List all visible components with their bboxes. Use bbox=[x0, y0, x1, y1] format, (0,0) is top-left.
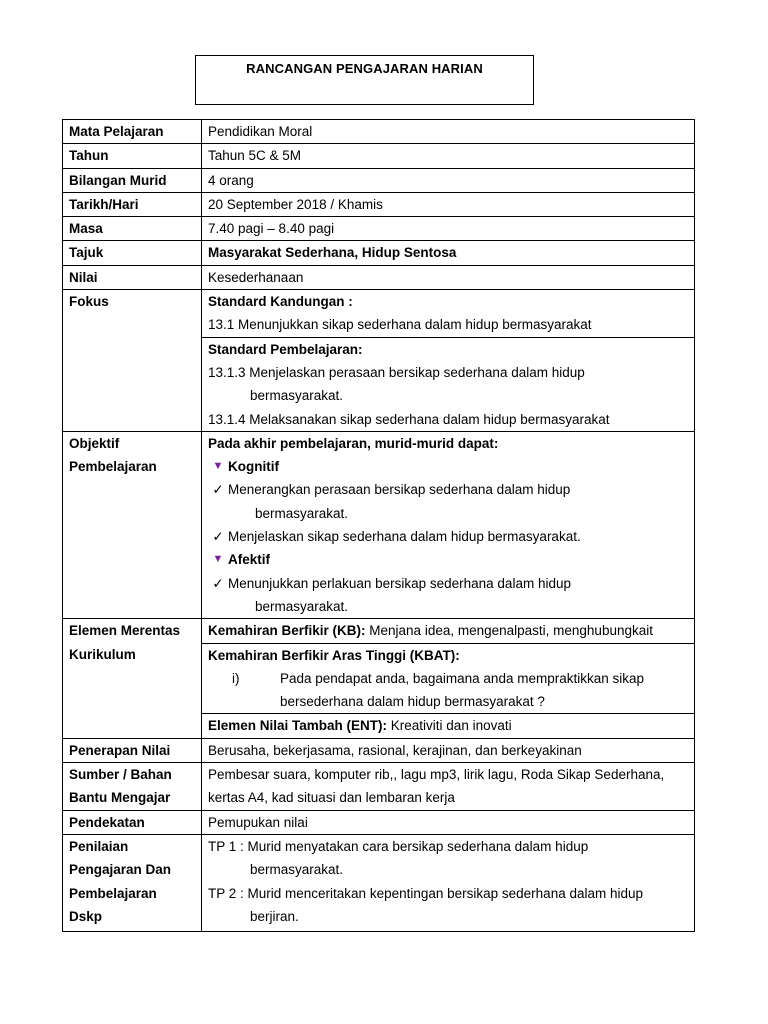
row-label: Fokus bbox=[63, 290, 202, 432]
list-item bbox=[208, 525, 694, 548]
kb-text: Menjana idea, mengenalpasti, menghubungkait bbox=[365, 623, 653, 639]
table-row bbox=[63, 217, 695, 241]
table-row bbox=[63, 144, 695, 168]
tp-line-cont: berjiran. bbox=[250, 908, 299, 924]
value-line: Pembesar suara, komputer rib,, lagu mp3, lirik lagu, Roda Sikap Sederhana, bbox=[208, 767, 665, 783]
row-label: Tahun bbox=[63, 144, 202, 168]
list-text: Menjelaskan sikap sederhana dalam hidup bermasyarakat. bbox=[228, 529, 581, 545]
label-line: Pembelajaran bbox=[69, 459, 157, 475]
heading-text: Kognitif bbox=[228, 459, 279, 475]
table-row bbox=[63, 810, 695, 834]
list-item bbox=[208, 478, 694, 501]
row-label: Tajuk bbox=[63, 241, 202, 265]
label-line: Dskp bbox=[69, 908, 103, 924]
label-line: Pengajaran Dan bbox=[69, 862, 172, 878]
objektif-intro: Pada akhir pembelajaran, murid-murid dapat: bbox=[208, 435, 499, 451]
penilaian-content bbox=[202, 834, 695, 931]
row-value: Kesederhanaan bbox=[202, 265, 695, 289]
sp-line-cont: bermasyarakat. bbox=[250, 388, 344, 404]
row-value: Pemupukan nilai bbox=[202, 810, 695, 834]
table-row bbox=[63, 763, 695, 811]
table-row bbox=[63, 192, 695, 216]
row-label bbox=[63, 834, 202, 931]
label-line: Elemen Merentas bbox=[69, 623, 181, 639]
row-label: Pendekatan bbox=[63, 810, 202, 834]
table-row bbox=[63, 265, 695, 289]
list-item bbox=[208, 572, 694, 595]
row-value: Tahun 5C & 5M bbox=[202, 144, 695, 168]
row-label: Nilai bbox=[63, 265, 202, 289]
objektif-content bbox=[202, 431, 695, 618]
label-line: Bantu Mengajar bbox=[69, 790, 171, 806]
ent-label: Elemen Nilai Tambah (ENT): bbox=[208, 718, 388, 734]
tp-line-cont: bermasyarakat. bbox=[250, 862, 344, 878]
ent-cell bbox=[202, 714, 695, 738]
document-title: RANCANGAN PENGAJARAN HARIAN bbox=[246, 61, 483, 76]
sp-line: 13.1.4 Melaksanakan sikap sederhana dalam hidup bermasyarakat bbox=[208, 411, 610, 427]
row-label bbox=[63, 431, 202, 618]
table-row bbox=[63, 241, 695, 265]
kognitif-heading bbox=[208, 455, 694, 478]
heading-text: Afektif bbox=[228, 552, 271, 568]
arrow-bullet-icon: ▼ bbox=[212, 460, 224, 473]
row-value: 20 September 2018 / Khamis bbox=[202, 192, 695, 216]
lesson-plan-table bbox=[62, 119, 695, 932]
sk-heading: Standard Kandungan : bbox=[208, 294, 353, 310]
tp-line: TP 1 : Murid menyatakan cara bersikap sederhana dalam hidup bbox=[208, 838, 589, 854]
table-row bbox=[63, 290, 695, 338]
table-row bbox=[63, 619, 695, 643]
row-value: Masyarakat Sederhana, Hidup Sentosa bbox=[202, 241, 695, 265]
arrow-bullet-icon: ▼ bbox=[212, 553, 224, 566]
kb-label: Kemahiran Berfikir (KB): bbox=[208, 623, 366, 639]
row-label bbox=[63, 763, 202, 811]
row-label: Penerapan Nilai bbox=[63, 738, 202, 762]
tp-line: TP 2 : Murid menceritakan kepentingan bersikap sederhana dalam hidup bbox=[208, 885, 644, 901]
table-row bbox=[63, 431, 695, 618]
table-row bbox=[63, 120, 695, 144]
label-line: Sumber / Bahan bbox=[69, 767, 172, 783]
label-line: Objektif bbox=[69, 435, 120, 451]
ent-text: Kreativiti dan inovati bbox=[387, 718, 512, 734]
kb-cell bbox=[202, 619, 695, 643]
title-box bbox=[195, 55, 534, 105]
row-label bbox=[63, 619, 202, 738]
row-label: Bilangan Murid bbox=[63, 168, 202, 192]
afektif-heading bbox=[208, 548, 694, 571]
fokus-standard-kandungan bbox=[202, 290, 695, 338]
roman-number: i) bbox=[232, 670, 240, 686]
row-label: Mata Pelajaran bbox=[63, 120, 202, 144]
label-line: Pembelajaran bbox=[69, 885, 157, 901]
question-text: Pada pendapat anda, bagaimana anda mempraktikkan sikap bbox=[280, 670, 644, 686]
row-label: Masa bbox=[63, 217, 202, 241]
label-line: Kurikulum bbox=[69, 646, 136, 662]
label-line: Penilaian bbox=[69, 838, 129, 854]
sp-line: 13.1.3 Menjelaskan perasaan bersikap sederhana dalam hidup bbox=[208, 364, 585, 380]
check-icon: ✓ bbox=[212, 575, 224, 591]
check-icon: ✓ bbox=[212, 482, 224, 498]
row-label: Tarikh/Hari bbox=[63, 192, 202, 216]
table-row bbox=[63, 834, 695, 931]
row-value: 7.40 pagi – 8.40 pagi bbox=[202, 217, 695, 241]
list-text: Menunjukkan perlakuan bersikap sederhana dalam hidup bbox=[228, 575, 571, 591]
table-row bbox=[63, 738, 695, 762]
sk-line: 13.1 Menunjukkan sikap sederhana dalam hidup bermasyarakat bbox=[208, 317, 592, 333]
row-value: Pendidikan Moral bbox=[202, 120, 695, 144]
table-row bbox=[63, 168, 695, 192]
question-cont: bersederhana dalam hidup bermasyarakat ? bbox=[280, 694, 545, 710]
fokus-standard-pembelajaran bbox=[202, 337, 695, 431]
kbat-cell bbox=[202, 643, 695, 714]
row-value: Berusaha, bekerjasama, rasional, kerajinan, dan berkeyakinan bbox=[202, 738, 695, 762]
row-value: 4 orang bbox=[202, 168, 695, 192]
list-text: Menerangkan perasaan bersikap sederhana dalam hidup bbox=[228, 482, 571, 498]
kbat-question bbox=[208, 667, 694, 690]
sp-heading: Standard Pembelajaran: bbox=[208, 341, 363, 357]
check-icon: ✓ bbox=[212, 529, 224, 545]
row-value bbox=[202, 763, 695, 811]
list-item-cont: bermasyarakat. bbox=[255, 505, 349, 521]
kbat-label: Kemahiran Berfikir Aras Tinggi (KBAT): bbox=[208, 647, 460, 663]
value-line: kertas A4, kad situasi dan lembaran kerja bbox=[208, 790, 455, 806]
list-item-cont: bermasyarakat. bbox=[255, 598, 349, 614]
